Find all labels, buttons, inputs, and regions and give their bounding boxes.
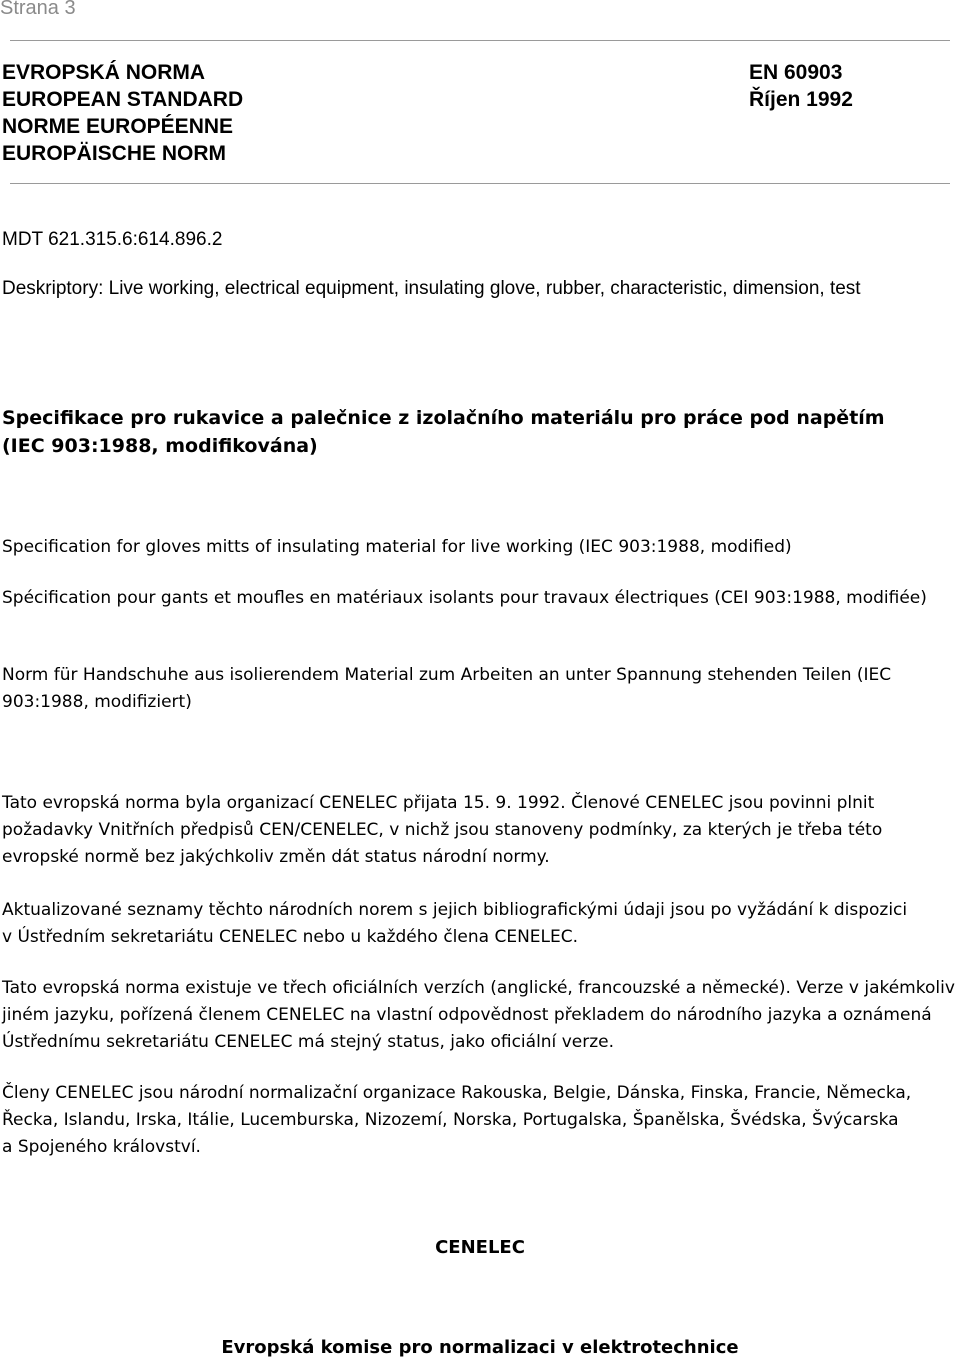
standard-type-cz: EVROPSKÁ NORMA — [2, 61, 206, 84]
title-czech: Specifikace pro rukavice a palečnice z izolačního materiálu pro práce pod napětím (IEC 903:1988, modifikována) — [2, 407, 885, 457]
paragraph-lists: Aktualizované seznamy těchto národních norem s jejich bibliografickými údaji jsou po vyžádání k dispozici v Ústředním sekretariátu CENELEC nebo u každého člena CENELEC. — [2, 900, 908, 947]
standard-type-fr: NORME EUROPÉENNE — [2, 115, 234, 138]
descriptors: Deskriptory: Live working, electrical equipment, insulating glove, rubber, characteristic, dimension, test — [2, 278, 861, 299]
header-bottom-rule — [10, 183, 950, 184]
standard-number: EN 60903 — [749, 61, 843, 84]
standard-type-block — [2, 59, 243, 167]
standard-id-block — [749, 59, 853, 113]
mdt-code: MDT 621.315.6:614.896.2 — [2, 229, 223, 250]
paragraph-adoption: Tato evropská norma byla organizací CENELEC přijata 15. 9. 1992. Členové CENELEC jsou povinni plnit požadavky Vnitřních předpisů CEN/CENELEC, v nichž jsou stanoveny podmínky, za kterých je třeba této evropské normě bez jakýchkoliv změn dát status národní normy. — [2, 793, 883, 867]
standard-type-en: EUROPEAN STANDARD — [2, 88, 244, 111]
header-top-rule — [10, 40, 950, 41]
org-name: CENELEC — [435, 1237, 525, 1258]
page-label: Strana 3 — [0, 0, 76, 19]
title-english: Specification for gloves mitts of insulating material for live working (IEC 903:1988, modified) — [2, 537, 792, 557]
title-german: Norm für Handschuhe aus isolierendem Material zum Arbeiten an unter Spannung stehenden Teilen (IEC 903:1988, modifiziert) — [2, 665, 892, 712]
standard-date: Říjen 1992 — [749, 88, 853, 111]
org-full-name: Evropská komise pro normalizaci v elektrotechnice — [221, 1337, 739, 1358]
paragraph-versions: Tato evropská norma existuje ve třech oficiálních verzích (anglické, francouzské a německé). Verze v jakémkoliv jiném jazyku, pořízená členem CENELEC na vlastní odpovědnost překladem do národního jazyka a oznámená Ústřednímu sekretariátu CENELEC má stejný status, jako oficiální verze. — [2, 978, 955, 1052]
paragraph-members: Členy CENELEC jsou národní normalizační organizace Rakouska, Belgie, Dánska, Finska, Francie, Německa, Řecka, Islandu, Irska, Itálie, Lucemburska, Nizozemí, Norska, Portugalska, Španělska, Švédska, Švýcarska a Spojeného království. — [2, 1083, 912, 1157]
standard-type-de: EUROPÄISCHE NORM — [2, 142, 227, 165]
title-french: Spécification pour gants et moufles en matériaux isolants pour travaux électriques (CEI 903:1988, modifiée) — [2, 588, 927, 608]
